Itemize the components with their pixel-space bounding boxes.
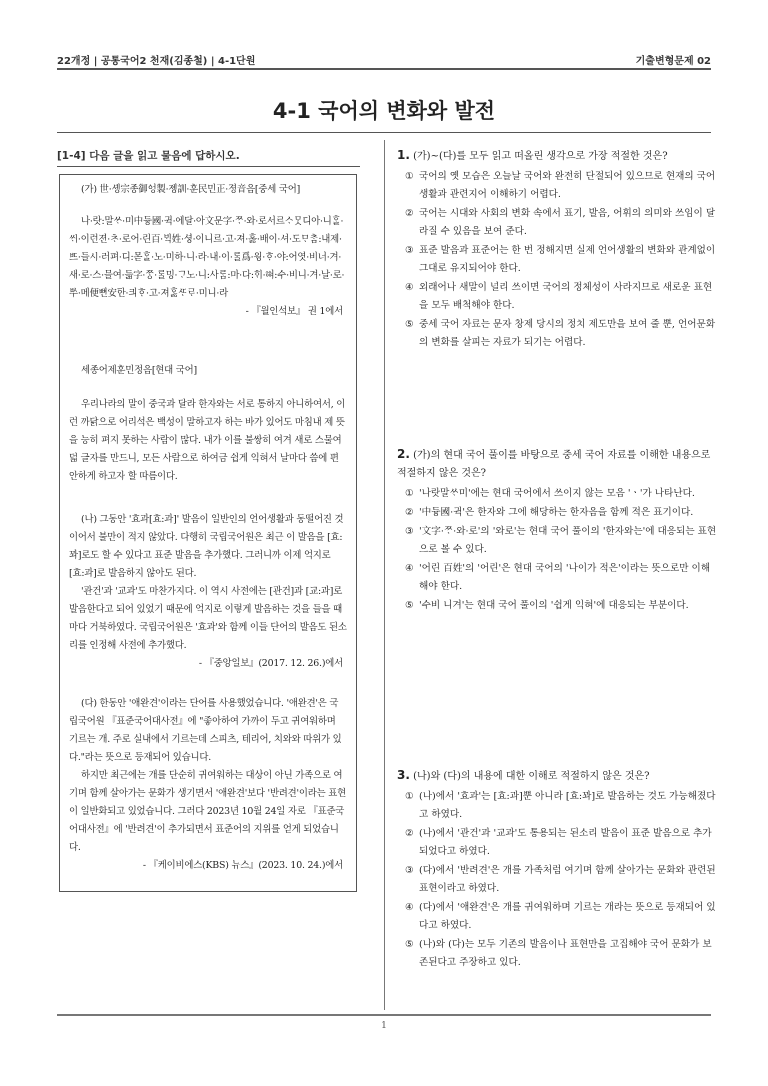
title-rule [57,132,711,133]
question-1-option-3[interactable]: ③ 표준 발음과 표준어는 한 번 정해지면 실제 언어생활의 변화와 관계없이 그대로 유지되어야 한다. [405,245,716,274]
question-2-option-3[interactable]: ③ '文字·ᄍᆞ·와·로'의 '와로'는 현대 국어 풀이의 '한자와는'에 대응되는 표현으로 볼 수 있다. [405,526,717,555]
column-divider [384,140,385,1010]
passage-da-text-2: 하지만 최근에는 개를 단순히 귀여워하는 대상이 아닌 가족으로 여기며 함께 살아가는 문화가 생기면서 '애완견'보다 '반려견'이라는 표현이 일반화되고 있었습니다. 그러다 2023년 10월 24일 자로 『표준국어대사전』에 '반려견'이 추가되면서 표준어의 지위를 얻게 되었습니다. [69,770,346,853]
page-header [57,52,711,67]
instruction-text: [1-4] 다음 글을 읽고 물음에 답하시오. [57,150,240,162]
question-3-number: 3. [397,768,410,782]
passage-modern [69,362,347,486]
passage-da-text-1: (다) 한동안 '애완견'이라는 단어를 사용했었습니다. '애완견'은 국립국어원 『표준국어대사전』에 "좋아하여 가까이 두고 귀여워하며 기르는 개. 주로 실내에서 기르는데 스피츠, 테리어, 치와와 따위가 있다."라는 뜻으로 등재되어 있습니다. [69,698,342,763]
footer-rule [57,1014,711,1016]
question-2-number: 2. [397,447,410,461]
passage-da-source: - 『케이비에스(KBS) 뉴스』(2023. 10. 24.)에서 [142,860,343,871]
passage-na-text-2: '관건'과 '교과'도 마찬가지다. 이 역시 사전에는 [관건]과 [교:과]로 발음한다고 되어 있었기 때문에 억지로 이렇게 발음하는 것을 들을 때마다 거북하였다. 국립국어원은 '효과'와 함께 이들 단어의 발음도 된소리를 인정해 사전에 추가했다. [69,586,347,651]
question-2-option-5[interactable]: ⑤ '수비 니겨'는 현대 국어 풀이의 '쉽게 익혀'에 대응되는 부분이다. [405,600,689,611]
question-3-stem: 3. (나)와 (다)의 내용에 대한 이해로 적절하지 않은 것은? [397,768,650,782]
question-3 [397,766,717,973]
question-3-option-5[interactable]: ⑤ (나)와 (다)는 모두 기존의 발음이나 표현만을 고집해야 국어 문화가 보존된다고 주장하고 있다. [405,939,712,968]
question-2-option-2[interactable]: ② '中듀ᇰ國·귁'은 한자와 그에 해당하는 한자음을 함께 적은 표기이다. [405,507,694,518]
question-2-options [397,485,717,615]
question-1-options [397,168,717,352]
question-1-option-2[interactable]: ② 국어는 시대와 사회의 변화 속에서 표기, 발음, 어휘의 의미와 쓰임이 달라질 수 있음을 보여 준다. [405,208,716,237]
passage-na-source: - 『중앙일보』(2017. 12. 26.)에서 [198,658,343,669]
passage-ga-heading: (가) 世·솅宗종御ᅌᅥᆼ製·졩訓·훈民민正·졍音음[중세 국어] [81,184,301,195]
passage-ga-source: - 『월인석보』 권 1에서 [245,306,343,317]
question-3-option-4[interactable]: ④ (다)에서 '애완견'은 개를 귀여워하며 기르는 개라는 뜻으로 등재되어 있다고 하였다. [405,902,716,931]
question-3-option-1[interactable]: ① (나)에서 '효과'는 [효:과]뿐 아니라 [효:꽈]로 발음하는 것도 가능해졌다고 하였다. [405,791,716,820]
question-1-stem: 1. (가)~(다)를 모두 읽고 떠올린 생각으로 가장 적절한 것은? [397,148,668,162]
question-3-option-3[interactable]: ③ (다)에서 '반려견'은 개를 가족처럼 여기며 함께 살아가는 문화와 관련된 표현이라고 하였다. [405,865,716,894]
passage-na-text-1: (나) 그동안 '효과[효:과]' 발음이 일반인의 언어생활과 동떨어진 것이어서 불만이 적지 않았다. 다행히 국립국어원은 최근 이 발음을 [효:꽈]로도 할 수 있다고 표준 발음을 추가했다. 그러니까 이제 억지로 [효:과]로 발음하지 않아도 된다. [69,514,344,579]
passage-ga-text: 나·랏:말ᄊᆞ·미中듀ᇰ國·귁·에달·아文문字·ᄍᆞ·와·로서르ᄉᆞᄆᆞᆺ디아·니ᄒᆞᆯ·ᄊᆡ·이런젼·ᄎᆞ·로어·린百·ᄇᆡᆨ姓·셔ᇰ·이니르·고·져·호ᇙ·배이·셔·도ᄆᆞᄎᆞᆷ:내제·ᄠᅳ·들시·러펴·디:몯ᄒᆞᆯ·노·미하·니·라·내·이·ᄅᆞᆯ爲·윙·ᄒᆞ·야:어엿·비너·겨·새·로·스·믈여·듧字·ᄍᆞᆼ·ᄅᆞᆯ밍·ᄀᆞ노·니:사ᄅᆞᆷ:마·다:ᄒᆡ·ᅘᅧ:수·비니·겨·날·로·ᄡᅮ·메便뼌安ᅙᅡᆫ·킈ᄒᆞ·고·져ᄒᆞᇙᄯᆞᄅᆞ·미니·라 [69,216,345,299]
question-1 [397,146,717,353]
question-2-option-4[interactable]: ④ '어린 百姓'의 '어린'은 현대 국어의 '나이가 적은'이라는 뜻으로만 이해해야 한다. [405,563,711,592]
page-title: 4-1 국어의 변화와 발전 [272,99,496,123]
question-1-option-4[interactable]: ④ 외래어나 새말이 널리 쓰이면 국어의 정체성이 사라지므로 새로운 표현을 모두 배척해야 한다. [405,282,713,311]
question-2-option-1[interactable]: ① '나랏말ᄊᆞ미'에는 현대 국어에서 쓰이지 않는 모음 'ㆍ'가 나타난다. [405,488,695,499]
passage-box [59,174,357,892]
question-1-option-5[interactable]: ⑤ 중세 국어 자료는 문자 창제 당시의 정치 제도만을 보여 줄 뿐, 언어문화의 변화를 살피는 자료가 되기는 어렵다. [405,319,716,348]
page-number: 1 [381,1021,387,1031]
passage-da [69,695,347,875]
question-1-number: 1. [397,148,410,162]
instruction-rule [57,166,360,167]
passage-modern-heading: 세종어제훈민정음[현대 국어] [81,365,197,376]
passage-na [69,511,347,673]
header-rule [57,68,711,70]
passage-modern-text: 우리나라의 말이 중국과 달라 한자와는 서로 통하지 아니하여서, 이런 까닭으로 어리석은 백성이 말하고자 하는 바가 있어도 마침내 제 뜻을 능히 펴지 못하는 사람이 많다. 내가 이를 불쌍히 여겨 새로 스물여덟 글자를 만드니, 모든 사람으로 하여금 쉽게 익혀서 날마다 씀에 편안하게 하고자 할 따름이다. [69,399,346,482]
question-2 [397,445,717,616]
passage-ga [69,181,347,321]
header-course-info: 22개정 | 공통국어2 천재(김종철) | 4-1단원 [57,56,256,67]
question-2-stem: 2. (가)의 현대 국어 풀이를 바탕으로 중세 국어 자료를 이해한 내용으로 적절하지 않은 것은? [397,447,711,479]
question-3-options [397,788,717,972]
header-doc-type: 기출변형문제 02 [635,56,711,67]
question-3-option-2[interactable]: ② (나)에서 '관건'과 '교과'도 통용되는 된소리 발음이 표준 발음으로 추가되었다고 하였다. [405,828,712,857]
question-1-option-1[interactable]: ① 국어의 옛 모습은 오늘날 국어와 완전히 단절되어 있으므로 현재의 국어생활과 관련지어 이해하기 어렵다. [405,171,716,200]
